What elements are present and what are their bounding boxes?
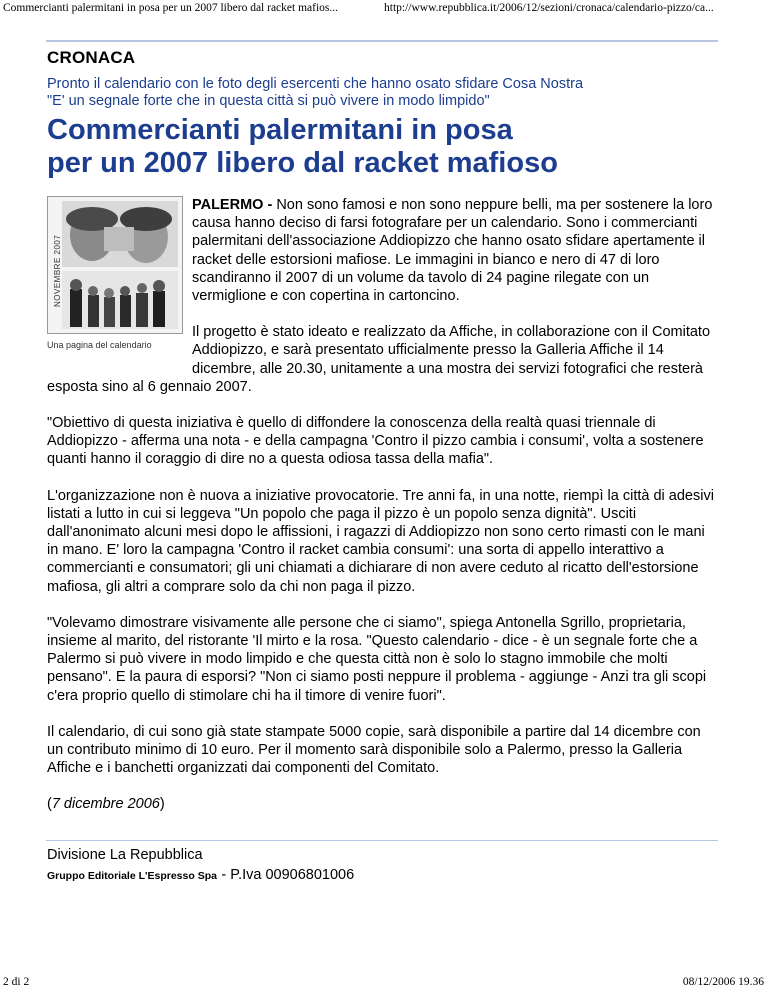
subheadline-line-2: "E' un segnale forte che in questa città si può vivere in modo limpido": [47, 93, 490, 109]
print-timestamp: 08/12/2006 19.36: [682, 976, 764, 988]
top-divider: [46, 40, 718, 42]
photo-caption: Una pagina del calendario: [47, 340, 152, 350]
print-page-url: http://www.repubblica.it/2006/12/sezioni/cronaca/calendario-pizzo/ca...: [384, 2, 714, 14]
date-value: 7 dicembre 2006: [51, 796, 160, 813]
print-header: [0, 0, 768, 20]
headline-line-2: per un 2007 libero dal racket mafioso: [47, 147, 558, 179]
article-photo: [47, 196, 184, 354]
paragraph-2: Il progetto è stato ideato e realizzato da Affiche, in collaborazione con il Comitato Addiopizzo, e sarà presentato ufficialmente presso la Galleria Affiche il 14 dicembre, alle 20.30, unitamente a una mostra dei servizi fotografici che resterà esposta sino al 6 gennaio 2007.: [47, 324, 711, 395]
print-page-title: Commercianti palermitani in posa per un 2007 libero dal racket mafios...: [3, 2, 338, 14]
division-label: Divisione La Repubblica: [47, 846, 203, 863]
calendar-photo: [47, 196, 183, 334]
headline-line-1: Commercianti palermitani in posa: [47, 114, 513, 146]
page-number: 2 di 2: [3, 976, 30, 988]
paragraph-1: Non sono famosi e non sono neppure belli, ma per sostenere la loro causa hanno deciso di farsi fotografare per un calendario. Sono i commercianti palermitani dell'associazione Addiopizzo che hanno osato sfidare apertamente il racket delle estorsioni mafiose. Le immagini in bianco e nero di 47 di loro scandiranno il 2007 di un volume da tavolo di 24 pagine rilegate con un vermiglione e con copertina in cartoncino.: [192, 197, 713, 305]
date-paren-close: ): [159, 796, 165, 813]
publisher-line: [47, 866, 718, 884]
publication-date: [47, 795, 718, 813]
subheadline-line-1: Pronto il calendario con le foto degli esercenti che hanno osato sfidare Cosa Nostra: [47, 76, 584, 92]
dateline: PALERMO -: [192, 197, 273, 213]
paragraph-6: Il calendario, di cui sono già state stampate 5000 copie, sarà disponibile a partire dal 14 dicembre con un contributo minimo di 10 euro. Per il momento sarà disponibile solo a Palermo, presso la Galleria Affiche e i banchetti organizzati dai componenti del Comitato.: [47, 723, 701, 777]
section-label: CRONACA: [47, 48, 136, 67]
paragraph-3: "Obiettivo di questa iniziativa è quello di diffondere la conoscenza della realtà quasi triennale di Addiopizzo - afferma una nota - e della campagna 'Contro il pizzo cambia i consumi', volta a sostenere quanti hanno il coraggio di dire no a questa odiosa tassa della mafia".: [47, 415, 704, 468]
publisher-name: Gruppo Editoriale L'Espresso Spa: [47, 869, 217, 882]
calendar-month-label: NOVEMBRE 2007: [53, 234, 62, 307]
date-paren-open: (: [47, 796, 52, 813]
article: [46, 40, 718, 884]
article-body: [46, 196, 718, 814]
print-footer: [0, 972, 768, 994]
headline: [47, 114, 718, 180]
paragraph-4: L'organizzazione non è nuova a iniziative provocatorie. Tre anni fa, in una notte, riempì la città di adesivi listati a lutto in cui si leggeva "Un popolo che paga il pizzo è un popolo senza dignità". Usciti dall'anonimato alcuni mesi dopo le affissioni, i ragazzi di Addiopizzo non sono certo rimasti con le mani in mano. E' loro la campagna 'Contro il racket cambia consumi': una sorta di appello interattivo a commercianti e consumatori; gli uni chiamati a dichiarare di non avere ceduto al ricatto dell'estorsione mafiosa, gli altri a comprare solo da chi non paga il pizzo.: [47, 487, 714, 595]
publisher-vat: - P.Iva 00906801006: [221, 866, 355, 883]
paragraph-5: "Volevamo dimostrare visivamente alle persone che ci siamo", spiega Antonella Sgrillo, proprietaria, insieme al marito, del ristorante 'Il mirto e la rosa. "Questo calendario - dice - è un segnale forte che a Palermo si può vivere in modo limpido e che questa città non è solo lo stagno immobile che molti pensano". E la paura di esporsi? "Non ci siamo posti neppure il problema - aggiunge - Anzi tra gli scopi c'era proprio quello di stimolare chi ha il timore di venire fuori".: [47, 614, 707, 704]
calendar-photo-image: [48, 197, 182, 333]
bottom-divider: [46, 840, 718, 841]
subheadline: [47, 76, 718, 110]
